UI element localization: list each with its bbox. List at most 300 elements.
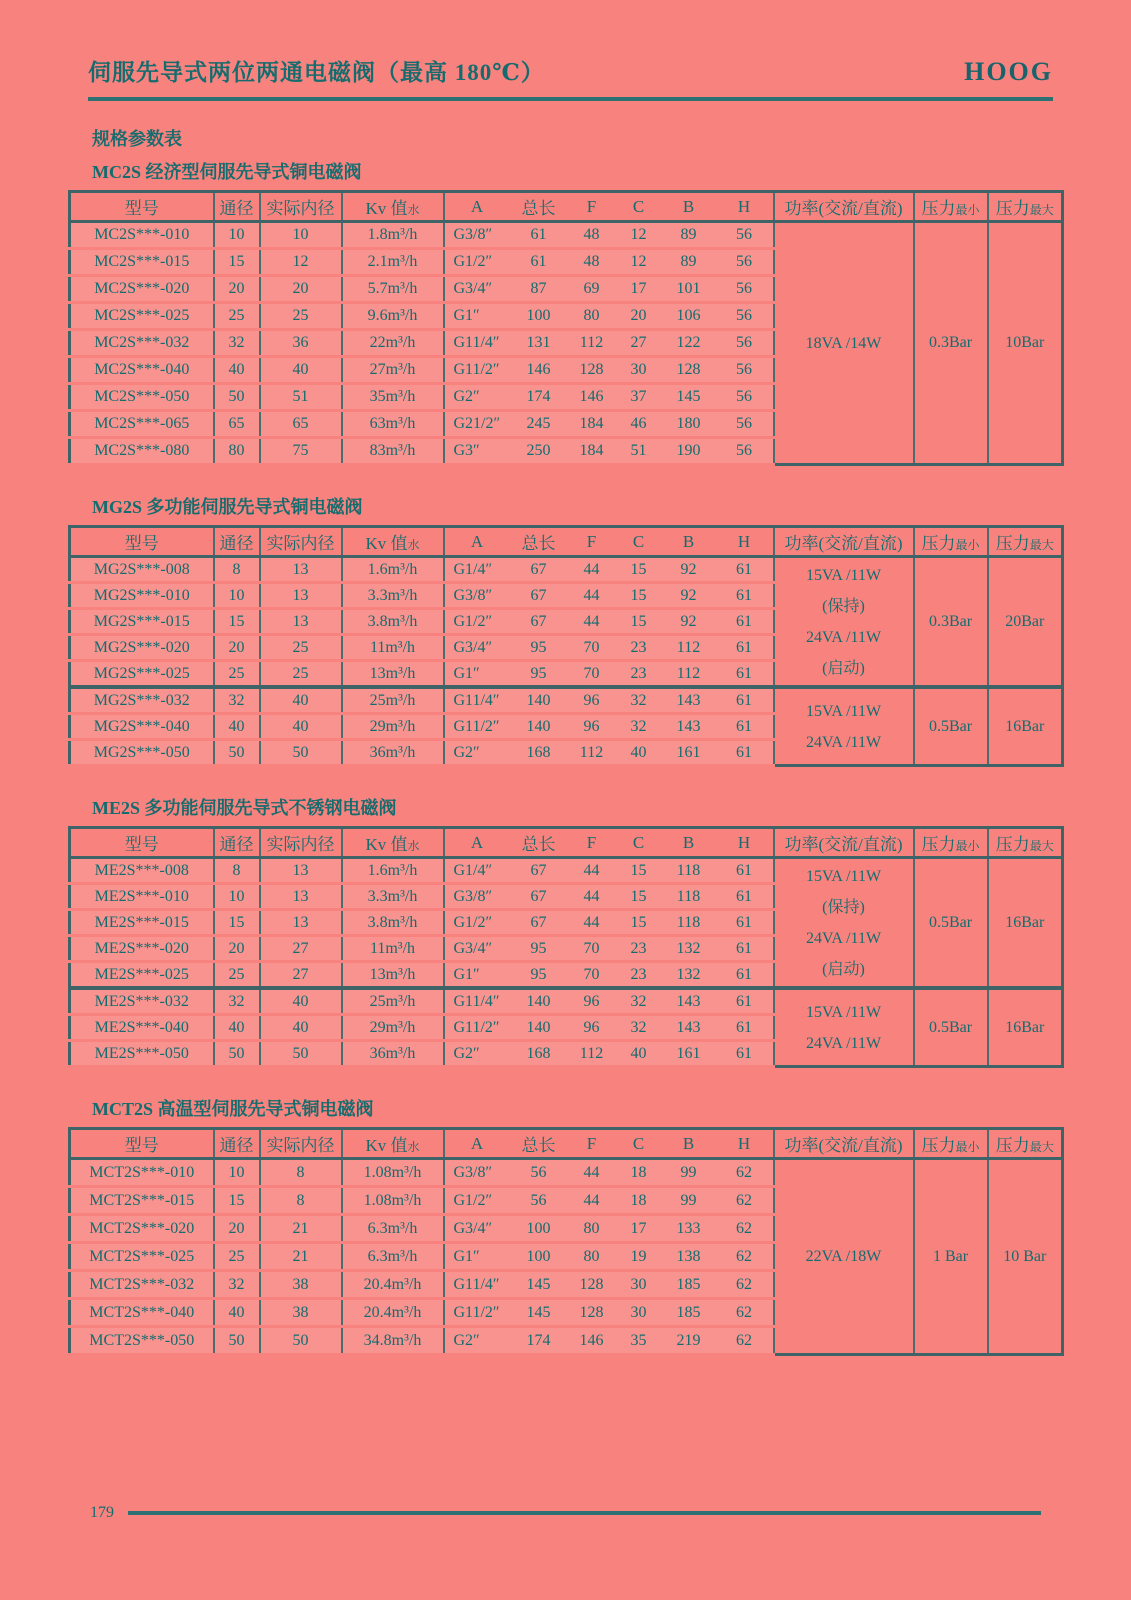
cell-model: MG2S***-010 [70,583,214,609]
cell-f: 128 [568,1271,616,1299]
cell-h: 61 [716,740,774,766]
col-header-pressure-min-label: 压力 [921,1136,956,1155]
col-header-kv [342,828,444,858]
cell-pressure-max: 10Bar [988,222,1063,465]
cell-dn: 32 [214,1271,260,1299]
cell-a: G3/8″ [444,583,510,609]
col-header-kv [342,527,444,557]
cell-model: ME2S***-010 [70,884,214,910]
col-header-kv-label: Kv 值 [365,534,408,553]
cell-f: 70 [568,936,616,962]
cell-h: 61 [716,635,774,661]
cell-h: 62 [716,1327,774,1355]
cell-model: MCT2S***-040 [70,1299,214,1327]
brand-logo: HOOG [964,57,1053,86]
cell-pressure-min: 0.5Bar [914,687,988,766]
cell-pressure-min: 0.5Bar [914,988,988,1067]
col-header-b-label: B [682,196,695,216]
col-header-dn [214,1129,260,1159]
cell-kv: 6.3m³/h [342,1243,444,1271]
col-header-inner-diameter [260,192,342,222]
cell-b: 118 [662,858,716,884]
cell-f: 96 [568,687,616,714]
cell-h: 56 [716,438,774,465]
table-row [70,222,1063,249]
col-header-a [444,1129,510,1159]
cell-model: MG2S***-025 [70,661,214,688]
cell-a: G11/2″ [444,357,510,384]
cell-total: 67 [510,583,568,609]
cell-model: ME2S***-015 [70,910,214,936]
cell-model: ME2S***-008 [70,858,214,884]
col-header-power [774,192,914,222]
cell-c: 23 [616,635,662,661]
power-line: 24VA /11W [805,628,882,646]
col-header-dn-label: 通径 [219,1136,254,1155]
cell-h: 61 [716,687,774,714]
col-header-dn [214,527,260,557]
cell-dn: 15 [214,1187,260,1215]
cell-dn: 15 [214,249,260,276]
cell-model: MG2S***-015 [70,609,214,635]
cell-b: 143 [662,1015,716,1041]
col-header-h-label: H [737,832,751,852]
page-header [88,0,1053,101]
col-header-pressure-max-label: 压力 [995,835,1030,854]
cell-c: 15 [616,583,662,609]
cell-h: 56 [716,303,774,330]
cell-total: 100 [510,1215,568,1243]
table-title-mc2s: MC2S 经济型伺服先导式铜电磁阀 [92,162,362,182]
cell-a: G11/4″ [444,1271,510,1299]
cell-f: 44 [568,884,616,910]
col-header-model [70,828,214,858]
table-row [70,988,1063,1015]
cell-total: 100 [510,1243,568,1271]
cell-inner: 20 [260,276,342,303]
col-header-pressure-max-label: 压力 [995,1136,1030,1155]
cell-h: 62 [716,1243,774,1271]
cell-model: MG2S***-050 [70,740,214,766]
col-header-total-length [510,1129,568,1159]
col-header-f [568,527,616,557]
cell-f: 44 [568,1187,616,1215]
cell-pressure-min: 1 Bar [914,1159,988,1355]
col-header-total-length-label: 总长 [521,835,556,854]
cell-pressure-min: 0.5Bar [914,858,988,989]
col-header-total-length [510,828,568,858]
cell-f: 44 [568,583,616,609]
cell-total: 174 [510,384,568,411]
cell-c: 30 [616,357,662,384]
cell-b: 143 [662,988,716,1015]
cell-total: 250 [510,438,568,465]
col-header-power [774,527,914,557]
col-header-f-label: F [586,832,597,852]
table-row [70,687,1063,714]
col-header-power-label: 功率(交流/直流) [784,1136,903,1155]
col-header-pressure-max-label: 压力 [995,199,1030,218]
spec-table-mc2s [68,190,1061,466]
cell-model: ME2S***-020 [70,936,214,962]
cell-a: G1″ [444,661,510,688]
cell-a: G11/4″ [444,330,510,357]
cell-b: 99 [662,1159,716,1187]
cell-b: 92 [662,609,716,635]
cell-inner: 38 [260,1271,342,1299]
col-header-inner-diameter-label: 实际内径 [266,835,335,854]
cell-dn: 50 [214,740,260,766]
cell-a: G3″ [444,438,510,465]
cell-f: 112 [568,740,616,766]
cell-c: 19 [616,1243,662,1271]
col-header-kv-subscript: 水 [407,1140,420,1154]
cell-b: 128 [662,357,716,384]
cell-h: 56 [716,330,774,357]
cell-kv: 1.08m³/h [342,1187,444,1215]
cell-b: 132 [662,936,716,962]
col-header-pressure-max-subscript: 最大 [1029,1140,1054,1154]
cell-c: 30 [616,1271,662,1299]
page-footer [0,1504,1131,1522]
power-line: (启动) [822,960,865,978]
cell-model: MG2S***-032 [70,687,214,714]
power-line: 18VA /14W [805,334,882,352]
cell-c: 51 [616,438,662,465]
cell-b: 133 [662,1215,716,1243]
col-header-kv [342,192,444,222]
cell-c: 32 [616,687,662,714]
col-header-dn-label: 通径 [219,534,254,553]
section-heading: 规格参数表 [92,129,182,149]
cell-f: 44 [568,557,616,583]
col-header-c [616,1129,662,1159]
col-header-inner-diameter-label: 实际内径 [266,1136,335,1155]
col-header-kv [342,1129,444,1159]
cell-c: 15 [616,910,662,936]
cell-c: 12 [616,222,662,249]
cell-f: 44 [568,858,616,884]
col-header-model [70,527,214,557]
col-header-c-label: C [632,531,645,551]
col-header-f [568,192,616,222]
cell-model: MC2S***-010 [70,222,214,249]
col-header-f [568,1129,616,1159]
cell-dn: 10 [214,1159,260,1187]
cell-inner: 50 [260,1041,342,1067]
col-header-model-label: 型号 [124,534,159,553]
cell-kv: 83m³/h [342,438,444,465]
col-header-total-length-label: 总长 [521,199,556,218]
cell-kv: 3.3m³/h [342,884,444,910]
cell-kv: 34.8m³/h [342,1327,444,1355]
col-header-f-label: F [586,531,597,551]
cell-b: 118 [662,910,716,936]
col-header-model-label: 型号 [124,1136,159,1155]
cell-h: 61 [716,714,774,740]
cell-b: 185 [662,1299,716,1327]
cell-dn: 25 [214,1243,260,1271]
cell-h: 61 [716,988,774,1015]
cell-f: 112 [568,1041,616,1067]
cell-f: 70 [568,962,616,989]
cell-inner: 27 [260,962,342,989]
col-header-b [662,1129,716,1159]
table-section-mc2s [68,158,1061,466]
col-header-model [70,192,214,222]
cell-dn: 50 [214,1327,260,1355]
cell-total: 140 [510,714,568,740]
cell-f: 48 [568,222,616,249]
col-header-inner-diameter-label: 实际内径 [266,199,335,218]
cell-kv: 25m³/h [342,687,444,714]
cell-a: G2″ [444,384,510,411]
cell-b: 190 [662,438,716,465]
cell-dn: 50 [214,384,260,411]
cell-kv: 20.4m³/h [342,1271,444,1299]
cell-b: 92 [662,557,716,583]
cell-inner: 65 [260,411,342,438]
col-header-a-label: A [470,1133,484,1153]
cell-c: 15 [616,884,662,910]
cell-model: MC2S***-040 [70,357,214,384]
cell-kv: 2.1m³/h [342,249,444,276]
cell-a: G3/8″ [444,222,510,249]
cell-h: 56 [716,357,774,384]
cell-f: 70 [568,635,616,661]
cell-total: 95 [510,661,568,688]
cell-c: 32 [616,1015,662,1041]
cell-power [774,988,914,1067]
cell-power [774,222,914,465]
col-header-pressure-max [988,1129,1063,1159]
cell-kv: 20.4m³/h [342,1299,444,1327]
cell-inner: 40 [260,1015,342,1041]
cell-b: 185 [662,1271,716,1299]
cell-f: 80 [568,303,616,330]
cell-kv: 6.3m³/h [342,1215,444,1243]
cell-model: MCT2S***-050 [70,1327,214,1355]
cell-a: G1/4″ [444,858,510,884]
col-header-dn [214,192,260,222]
col-header-b-label: B [682,832,695,852]
header-row [70,527,1063,557]
power-line: 15VA /11W [805,702,882,720]
cell-a: G3/4″ [444,1215,510,1243]
col-header-a [444,192,510,222]
cell-kv: 29m³/h [342,714,444,740]
cell-total: 67 [510,858,568,884]
cell-kv: 9.6m³/h [342,303,444,330]
cell-inner: 40 [260,357,342,384]
cell-h: 62 [716,1299,774,1327]
cell-model: MG2S***-040 [70,714,214,740]
cell-inner: 40 [260,714,342,740]
table-row [70,1159,1063,1187]
table-section-me2s [68,794,1061,1068]
col-header-power-label: 功率(交流/直流) [784,835,903,854]
col-header-kv-subscript: 水 [407,839,420,853]
cell-c: 46 [616,411,662,438]
col-header-pressure-min [914,1129,988,1159]
cell-f: 69 [568,276,616,303]
cell-b: 89 [662,249,716,276]
cell-inner: 25 [260,635,342,661]
cell-pressure-min: 0.3Bar [914,222,988,465]
cell-h: 61 [716,1015,774,1041]
cell-h: 56 [716,384,774,411]
col-header-kv-label: Kv 值 [365,199,408,218]
header-row [70,1129,1063,1159]
power-line: (保持) [822,597,865,615]
cell-h: 61 [716,557,774,583]
col-header-h [716,1129,774,1159]
cell-dn: 20 [214,1215,260,1243]
cell-dn: 32 [214,330,260,357]
cell-power [774,557,914,688]
cell-inner: 27 [260,936,342,962]
cell-h: 62 [716,1187,774,1215]
cell-c: 23 [616,962,662,989]
spec-table [68,826,1064,1068]
col-header-total-length [510,527,568,557]
cell-h: 61 [716,609,774,635]
col-header-h-label: H [737,1133,751,1153]
cell-h: 56 [716,249,774,276]
cell-a: G1/2″ [444,249,510,276]
cell-c: 35 [616,1327,662,1355]
col-header-c [616,828,662,858]
cell-dn: 65 [214,411,260,438]
col-header-b-label: B [682,531,695,551]
col-header-inner-diameter [260,828,342,858]
table-row [70,557,1063,583]
col-header-pressure-min-label: 压力 [921,534,956,553]
cell-kv: 1.6m³/h [342,858,444,884]
cell-f: 146 [568,384,616,411]
cell-dn: 10 [214,583,260,609]
cell-a: G11/4″ [444,988,510,1015]
cell-kv: 36m³/h [342,1041,444,1067]
cell-model: ME2S***-025 [70,962,214,989]
cell-c: 32 [616,714,662,740]
col-header-power [774,828,914,858]
power-line: (启动) [822,659,865,677]
spec-table [68,1127,1064,1356]
cell-f: 48 [568,249,616,276]
cell-total: 145 [510,1299,568,1327]
col-header-h [716,828,774,858]
cell-kv: 3.8m³/h [342,609,444,635]
cell-total: 140 [510,988,568,1015]
cell-h: 56 [716,276,774,303]
col-header-a-label: A [470,832,484,852]
cell-b: 143 [662,687,716,714]
header-row [70,828,1063,858]
cell-f: 44 [568,609,616,635]
cell-kv: 22m³/h [342,330,444,357]
col-header-dn-label: 通径 [219,199,254,218]
col-header-kv-subscript: 水 [407,203,420,217]
cell-c: 15 [616,557,662,583]
cell-pressure-max: 16Bar [988,687,1063,766]
cell-pressure-max: 20Bar [988,557,1063,688]
cell-model: MC2S***-050 [70,384,214,411]
col-header-total-length [510,192,568,222]
page-number: 179 [90,1504,114,1521]
cell-model: MCT2S***-032 [70,1271,214,1299]
cell-model: MC2S***-020 [70,276,214,303]
cell-kv: 13m³/h [342,962,444,989]
col-header-pressure-min [914,192,988,222]
cell-a: G11/2″ [444,1299,510,1327]
page-title: 伺服先导式两位两通电磁阀（最高 180℃） [88,60,545,85]
cell-c: 15 [616,858,662,884]
col-header-pressure-min-subscript: 最小 [955,203,980,217]
cell-dn: 20 [214,276,260,303]
cell-kv: 1.8m³/h [342,222,444,249]
cell-total: 87 [510,276,568,303]
cell-inner: 13 [260,858,342,884]
cell-dn: 32 [214,988,260,1015]
cell-a: G2″ [444,740,510,766]
cell-b: 106 [662,303,716,330]
col-header-kv-subscript: 水 [407,538,420,552]
cell-h: 61 [716,884,774,910]
col-header-kv-label: Kv 值 [365,835,408,854]
cell-a: G3/4″ [444,276,510,303]
cell-f: 96 [568,714,616,740]
cell-total: 245 [510,411,568,438]
col-header-c-label: C [632,832,645,852]
cell-inner: 8 [260,1159,342,1187]
cell-dn: 25 [214,962,260,989]
cell-dn: 20 [214,635,260,661]
cell-c: 20 [616,303,662,330]
cell-model: MC2S***-025 [70,303,214,330]
cell-f: 96 [568,988,616,1015]
cell-total: 56 [510,1159,568,1187]
cell-model: MC2S***-065 [70,411,214,438]
col-header-pressure-max-subscript: 最大 [1029,839,1054,853]
col-header-c-label: C [632,196,645,216]
cell-b: 145 [662,384,716,411]
col-header-b-label: B [682,1133,695,1153]
cell-a: G1″ [444,303,510,330]
power-line: 24VA /11W [805,733,882,751]
cell-pressure-min: 0.3Bar [914,557,988,688]
cell-power [774,1159,914,1355]
cell-c: 23 [616,936,662,962]
col-header-inner-diameter-label: 实际内径 [266,534,335,553]
col-header-h-label: H [737,531,751,551]
cell-kv: 35m³/h [342,384,444,411]
cell-total: 95 [510,635,568,661]
cell-h: 62 [716,1271,774,1299]
cell-power [774,858,914,989]
cell-inner: 21 [260,1215,342,1243]
cell-model: MC2S***-032 [70,330,214,357]
cell-inner: 50 [260,740,342,766]
col-header-pressure-max [988,828,1063,858]
cell-kv: 25m³/h [342,988,444,1015]
cell-f: 112 [568,330,616,357]
cell-b: 161 [662,740,716,766]
cell-b: 99 [662,1187,716,1215]
cell-c: 15 [616,609,662,635]
col-header-pressure-min [914,828,988,858]
cell-h: 62 [716,1215,774,1243]
